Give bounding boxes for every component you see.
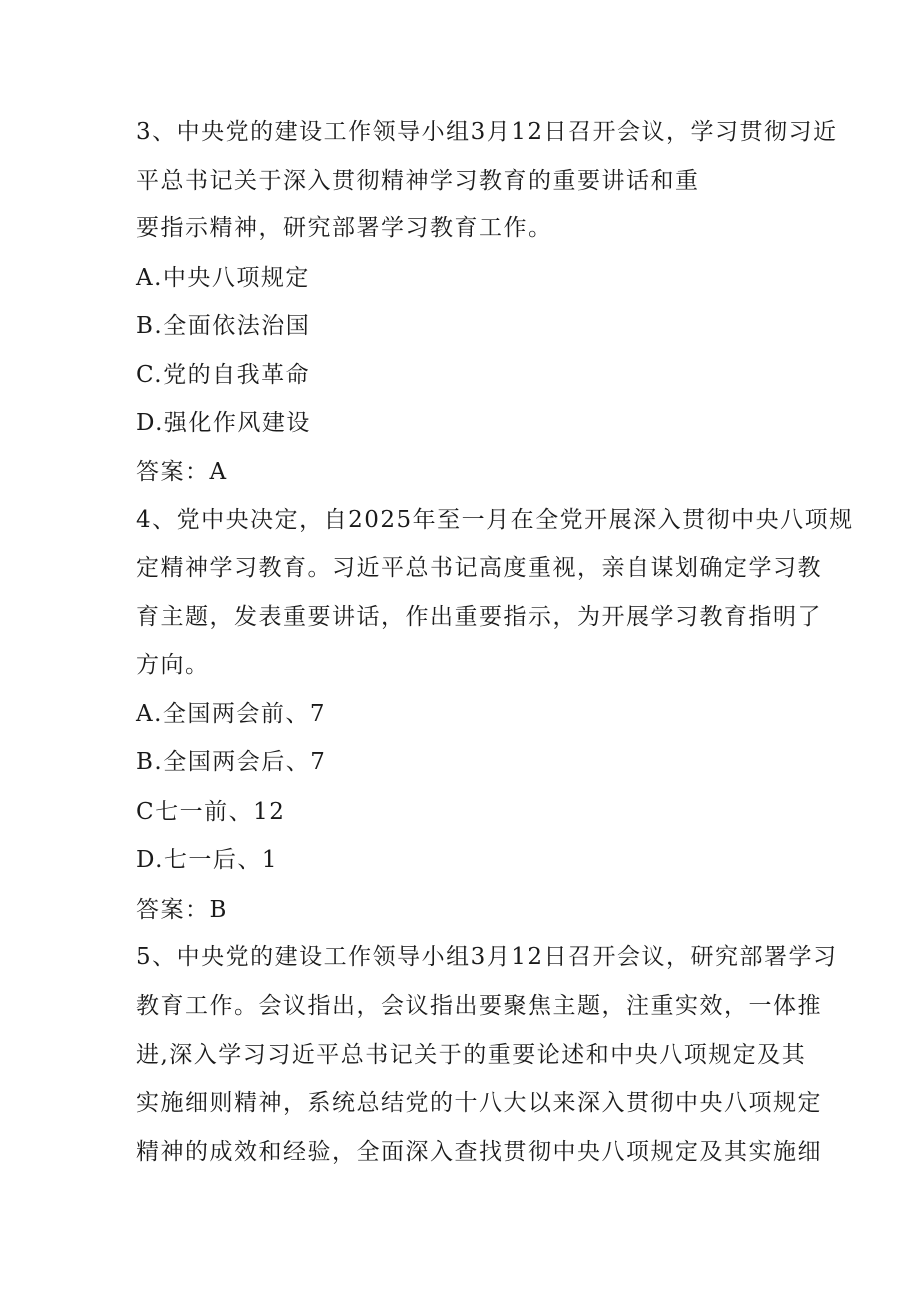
question-3-answer: 答案：A: [136, 459, 228, 485]
question-4-stem-line-1: 4、党中央决定，自2025年至一月在全党开展深入贯彻中央八项规: [136, 507, 854, 533]
question-4-option-a: A.全国两会前、7: [136, 701, 327, 727]
question-3-option-c: C.党的自我革命: [136, 362, 311, 388]
question-5-stem-line-2: 教育工作。会议指出，会议指出要聚焦主题，注重实效，一体推: [136, 993, 822, 1019]
question-4-option-c: C七一前、12: [136, 799, 286, 825]
question-5-stem-line-1: 5、中央党的建设工作领导小组3月12日召开会议，研究部署学习: [136, 944, 838, 970]
question-4-option-d: D.七一后、1: [136, 847, 279, 873]
question-3-option-a: A.中央八项规定: [136, 265, 310, 291]
question-4-answer: 答案：B: [136, 897, 228, 923]
question-4-option-b: B.全国两会后、7: [136, 749, 327, 775]
question-3-option-b: B.全面依法治国: [136, 313, 311, 339]
question-4-stem-line-3: 育主题，发表重要讲话，作出重要指示，为开展学习教育指明了: [136, 604, 822, 630]
question-4-stem-line-2: 定精神学习教育。习近平总书记高度重视，亲自谋划确定学习教: [136, 555, 822, 581]
question-5-stem-line-5: 精神的成效和经验，全面深入查找贯彻中央八项规定及其实施细: [136, 1139, 822, 1165]
question-4-stem-line-4: 方向。: [136, 652, 210, 678]
question-5-stem-line-4: 实施细则精神，系统总结党的十八大以来深入贯彻中央八项规定: [136, 1090, 822, 1116]
question-3-option-d: D.强化作风建设: [136, 410, 311, 436]
question-3-stem-line-1: 3、中央党的建设工作领导小组3月12日召开会议，学习贯彻习近: [136, 119, 838, 145]
question-5-stem-line-3: 进,深入学习习近平总书记关于的重要论述和中央八项规定及其: [136, 1042, 807, 1068]
question-3-stem-line-3: 要指示精神，研究部署学习教育工作。: [136, 215, 553, 241]
question-3-stem-line-2: 平总书记关于深入贯彻精神学习教育的重要讲话和重: [136, 168, 700, 194]
